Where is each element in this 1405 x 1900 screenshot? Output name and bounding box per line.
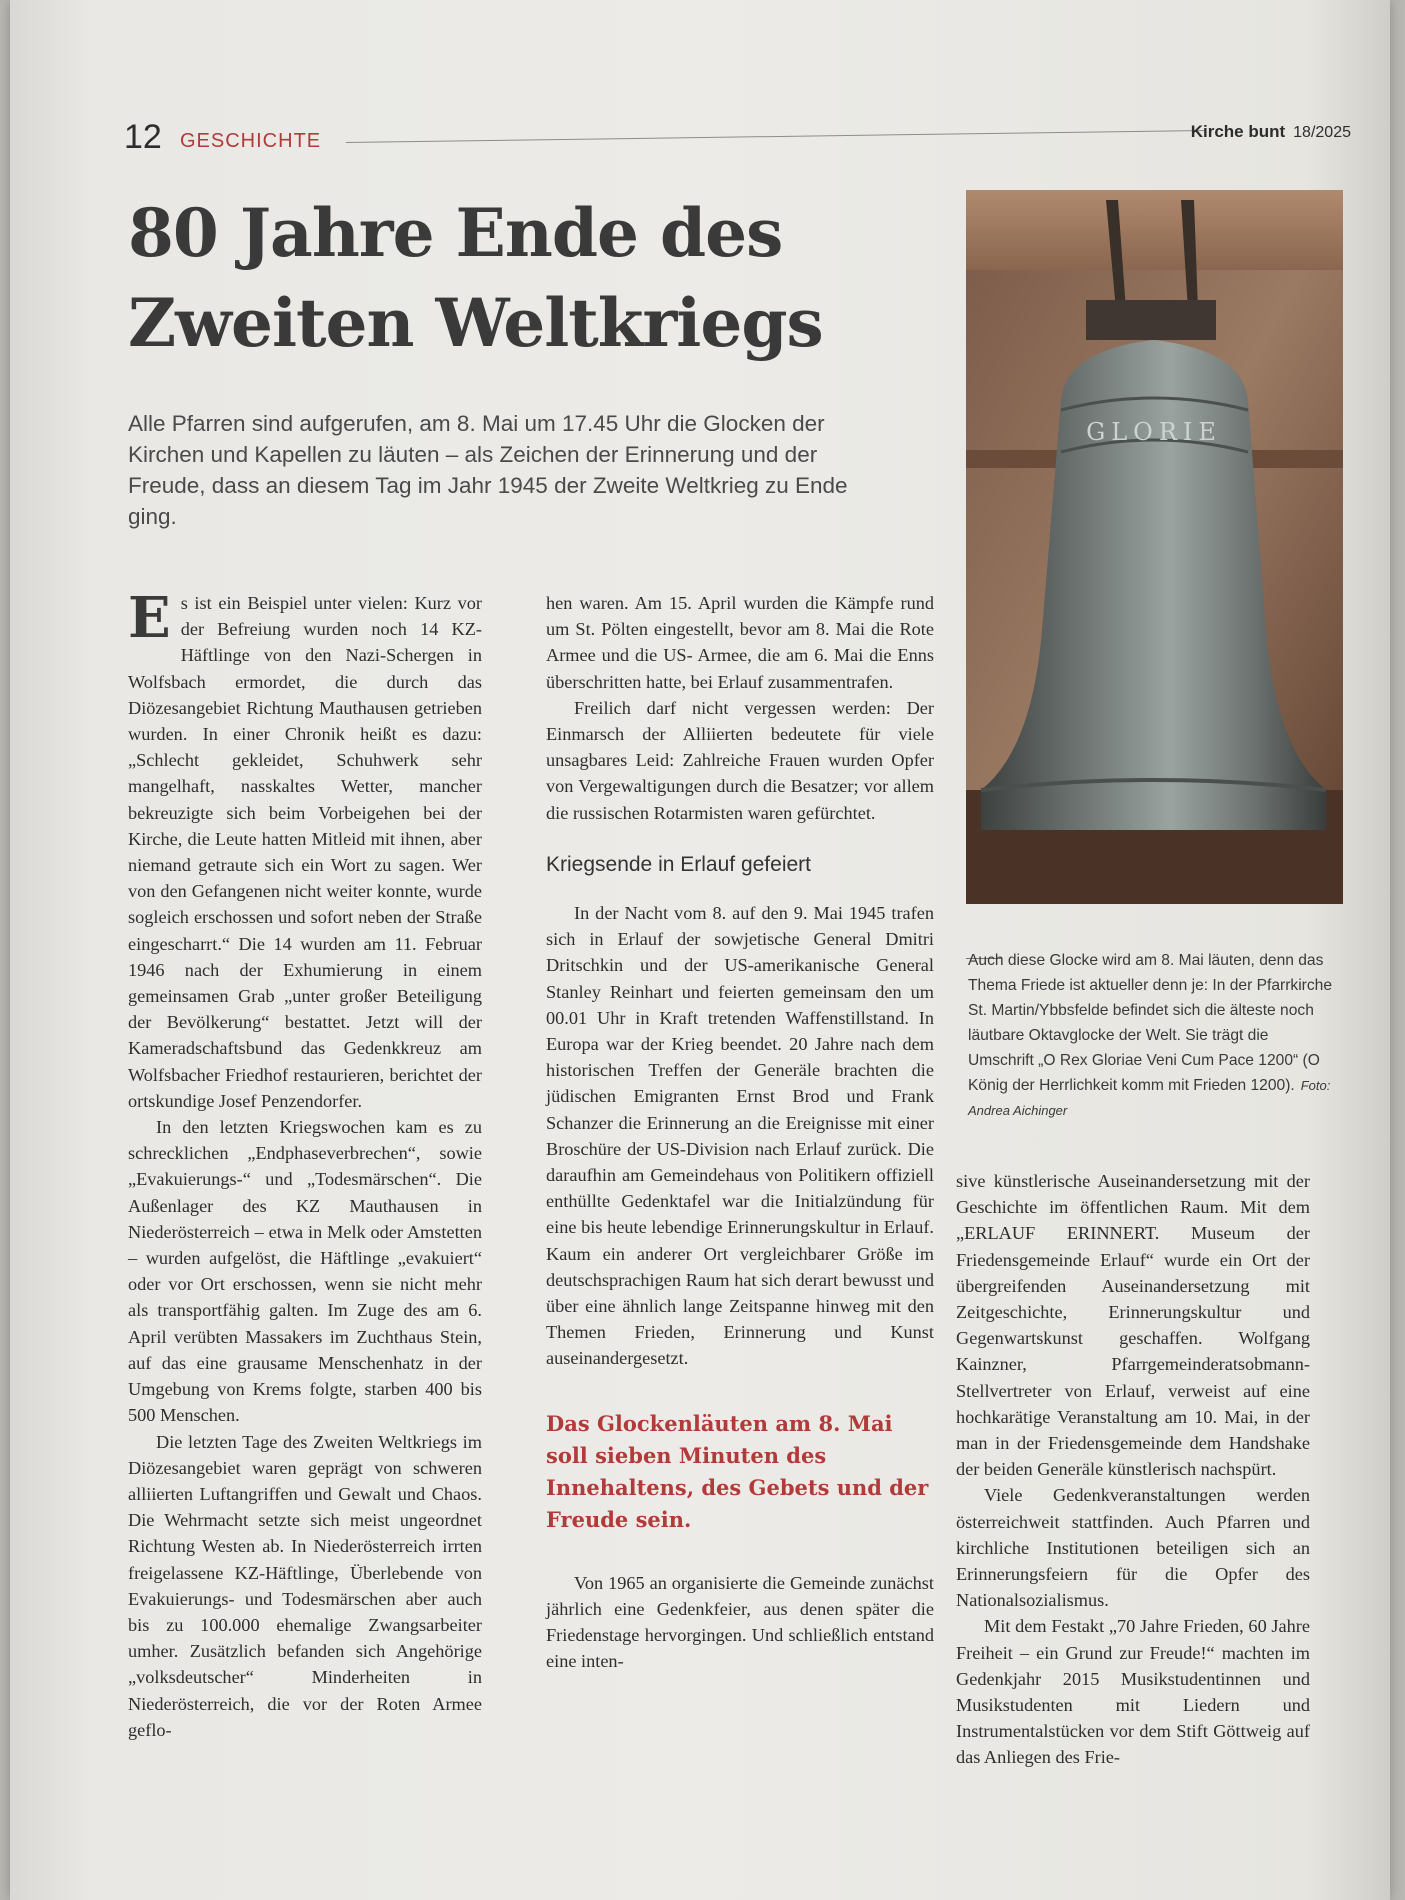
header-rule [346, 130, 1206, 143]
magazine-name: Kirche bunt [1190, 122, 1286, 141]
text-column-1 [128, 585, 482, 1743]
paragraph [128, 585, 482, 1114]
dropcap: E [128, 585, 171, 651]
bell-photo [966, 190, 1343, 904]
page-number: 12 [124, 118, 162, 156]
bell-inscription: GLORIE [1086, 418, 1222, 446]
magazine-page [10, 0, 1390, 1900]
paragraph: sive künstlerische Auseinandersetzung mit der Geschichte im öffentlichen Raum. Mit dem „ERLAUF ERINNERT. Museum der Friedensgemeinde Erlauf“ wurde ein Ort der übergreifenden Auseinandersetzung mit Zeitgeschichte, Erinnerungskultur und Gegenwartskunst geschaffen. Wolfgang Kainzner, Pfarrgemeinderatsobmann-Stellvertreter von Erlauf, verweist auf eine hochkarätige Veranstaltung am 10. Mai, in der man in der Friedensgemeinde dem Handshake der beiden Generäle künstlerisch nachspürt. [956, 1171, 1310, 1480]
subheading: Kriegsende in Erlauf gefeiert [546, 852, 811, 876]
paragraph: In den letzten Kriegswochen kam es zu schrecklichen „Endphaseverbrechen“, sowie „Evakuierungs-“ und „Todesmärschen“. Die Außenlager des KZ Mauthausen in Niederösterreich – etwa in Melk oder Amstetten – wurden aufgelöst, die Häftlinge „evakuiert“ oder vor Ort erschossen, wenn sie nicht mehr als transportfähig galten. Im Zuge des am 6. April verübten Massakers im Zuchthaus Stein, auf das eine grausame Menschenhatz in der Umgebung von Krems folgte, starben 400 bis 500 Menschen. [128, 1117, 482, 1426]
paragraph-text: s ist ein Beispiel unter vielen: Kurz vor der Befreiung wurden noch 14 KZ-Häftlinge von den Nazi-Schergen in Wolfsbach ermordet, die durch das Diözesangebiet Richtung Mauthausen getrieben wurden. In einer Chronik heißt es dazu: „Schlecht gekleidet, Schuhwerk sehr mangelhaft, nasskaltes Wetter, mancher bekreuzigte sich beim Vorbeigehen bei der Kirche, die Leute hatten Mitleid mit ihnen, aber niemand getraute sich ein Wort zu sagen. Wer von den Gefangenen nicht weiter konnte, wurde sogleich erschossen und sofort neben der Straße eingescharrt.“ Die 14 wurden am 11. Februar 1946 nach der Exhumierung in einem gemeinsamen Grab „unter großer Beteiligung der Bevölkerung“ bestattet. Jetzt will der Kameradschaftsbund das Gedenkkreuz am Wolfsbacher Friedhof restaurieren, berichtet der ortskundige Josef Penzendorfer. [128, 593, 482, 1111]
issue-number: 18/2025 [1293, 124, 1351, 141]
paragraph: hen waren. Am 15. April wurden die Kämpfe rund um St. Pölten eingestellt, bevor am 8. Mai die Rote Armee und die US- Armee, die am 6. Mai die Enns überschritten hatte, bei Erlauf zusammentrafen. [546, 593, 934, 692]
text-column-2 [546, 590, 934, 1675]
paragraph: Von 1965 an organisierte die Gemeinde zunächst jährlich eine Gedenkfeier, aus denen später die Friedenstage hervorgingen. Und schließlich entstand eine inten- [546, 1572, 934, 1672]
photo-credit: Foto: Andrea Aichinger [968, 1078, 1331, 1118]
paragraph: Freilich darf nicht vergessen werden: Der Einmarsch der Alliierten bedeutete für viele unsagbares Leid: Zahlreiche Frauen wurden Opfer von Vergewaltigungen durch die Besatzer; vor allem die russischen Rotarmisten waren gefürchtet. [546, 697, 934, 823]
pull-quote: Das Glockenläuten am 8. Mai soll sieben Minuten des Innehaltens, des Gebets und der Freude sein. [546, 1410, 929, 1532]
paragraph: Viele Gedenkveranstaltungen werden österreichweit stattfinden. Auch Pfarren und kirchliche Institutionen beteiligen sich an Erinnerungsfeiern für die Opfer des Nationalsozialismus. [956, 1485, 1310, 1611]
section-label: GESCHICHTE [180, 130, 322, 152]
text-column-3 [956, 1168, 1310, 1771]
page-header [116, 118, 1351, 158]
bell-illustration [966, 190, 1343, 904]
magazine-info [1191, 122, 1351, 142]
paragraph: Die letzten Tage des Zweiten Weltkriegs im Diözesangebiet waren geprägt von schweren alliierten Luftangriffen und Gewalt und Chaos. Die Wehrmacht setzte sich meist ungeordnet Richtung Westen ab. In Niederösterreich irrten freigelassene KZ-Häftlinge, Überlebende von Evakuierungs- und Todesmärschen aber auch bis zu 100.000 ehemalige Zwangsarbeiter umher. Zusätzlich befanden sich Angehörige „volksdeutscher“ Minderheiten in Niederösterreich, die vor der Roten Armee geflo- [128, 1431, 482, 1740]
article-title: 80 Jahre Ende des Zweiten Weltkriegs [128, 194, 823, 362]
article-lead: Alle Pfarren sind aufgerufen, am 8. Mai um 17.45 Uhr die Glocken der Kirchen und Kapellen zu läuten – als Zeichen der Erinnerung und der Freude, dass an diesem Tag im Jahr 1945 der Zweite Weltkrieg zu Ende ging. [128, 411, 848, 529]
paragraph: In der Nacht vom 8. auf den 9. Mai 1945 trafen sich in Erlauf der sowjetische General Dmitri Dritschkin und der US-amerikanische General Stanley Reinhart und feierten gemeinsam den um 00.01 Uhr in Kraft tretenden Waffenstillstand. In Europa war der Krieg beendet. 20 Jahre nach dem historischen Treffen der Generäle brachten die jüdischen Emigranten Ernst Brod und Frank Schanzer die Erinnerung an die Ereignisse mit einer Broschüre der US-Division nach Erlauf zurück. Die daraufhin am Gemeindehaus von Politikern offiziell enthüllte Gedenktafel war die Initialzündung für eine bis heute lebendige Erinnerungskultur in Erlauf. Kaum ein anderer Ort vergleichbarer Größe im deutschsprachigen Raum hat sich derart bewusst und über eine ähnlich lange Zeitspanne hinweg mit den Themen Frieden, Erinnerung und Kunst auseinandergesetzt. [546, 903, 934, 1369]
photo-caption [968, 948, 1338, 1123]
caption-text: Auch diese Glocke wird am 8. Mai läuten, denn das Thema Friede ist aktueller denn je: In der Pfarrkirche St. Martin/Ybbsfelde befindet sich die älteste noch läutbare Oktavglocke der Welt. Sie trägt die Umschrift „O Rex Gloriae Veni Cum Pace 1200“ (O König der Herrlichkeit komm mit Frieden 1200). [968, 952, 1333, 1094]
paragraph: Mit dem Festakt „70 Jahre Frieden, 60 Jahre Freiheit – ein Grund zur Freude!“ machten im Gedenkjahr 2015 Musikstudentinnen und Musikstudenten mit Liedern und Instrumentalstücken vor dem Stift Göttweig auf das Anliegen des Frie- [956, 1616, 1310, 1768]
